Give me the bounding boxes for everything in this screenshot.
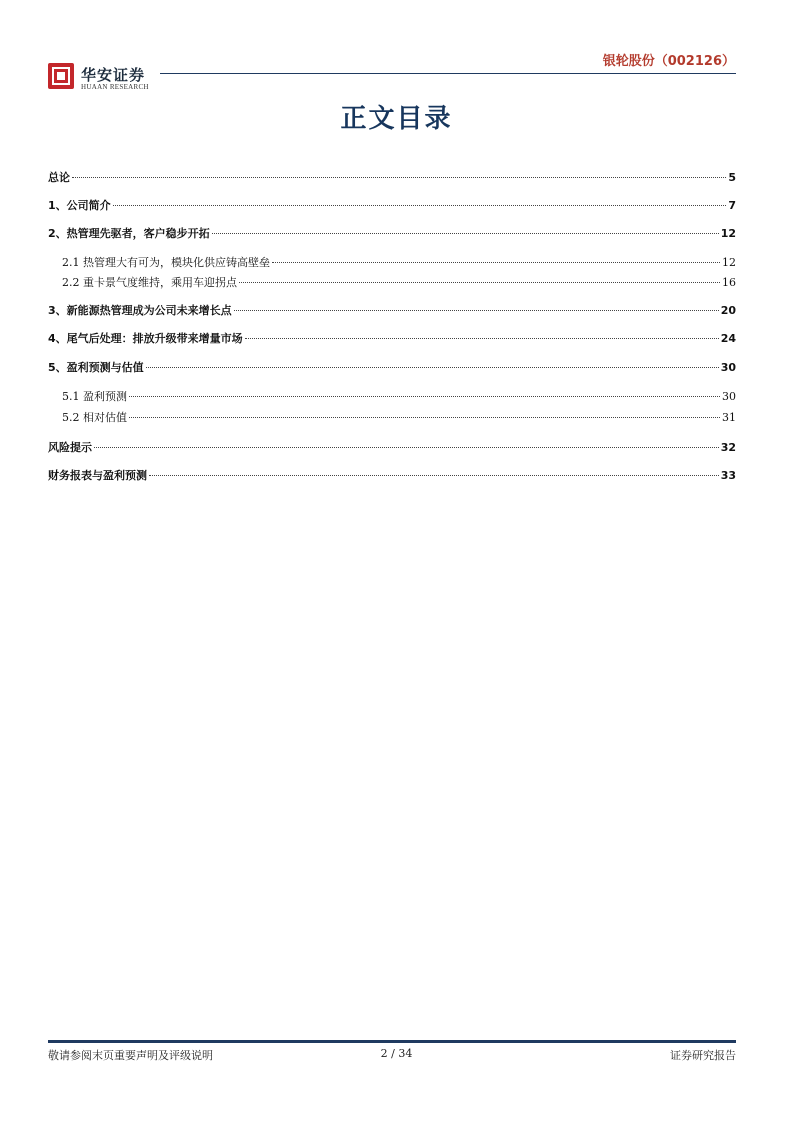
toc-entry-text: 财务报表与盈利预测 (48, 469, 147, 482)
toc-entry-text: 2.1 热管理大有可为，模块化供应铸高壁垒 (62, 256, 270, 269)
toc-entry[interactable] (48, 226, 736, 242)
toc-entry-text: 总论 (48, 171, 70, 184)
company-logo (48, 63, 158, 95)
toc-entry-text: 5.1 盈利预测 (62, 390, 127, 403)
toc-leader-dots (146, 367, 719, 368)
toc-leader-dots (234, 310, 719, 311)
toc-page-number: 16 (722, 276, 736, 289)
toc-subentry[interactable] (62, 275, 736, 291)
toc-subentry[interactable] (62, 255, 736, 271)
toc-leader-dots (212, 233, 719, 234)
toc-page-number: 32 (720, 441, 736, 454)
toc-entry-text: 2.2 重卡景气度维持，乘用车迎拐点 (62, 276, 237, 289)
toc-entry[interactable] (48, 198, 736, 214)
toc-page-number: 31 (722, 411, 736, 424)
toc-leader-dots (239, 282, 720, 283)
toc-leader-dots (129, 417, 720, 418)
toc-entry[interactable] (48, 331, 736, 347)
logo-chinese-name: 华安证券 (81, 66, 146, 84)
toc-entry[interactable] (48, 303, 736, 319)
toc-page-number: 5 (728, 171, 736, 184)
footer-disclaimer: 敬请参阅末页重要声明及评级说明 (48, 1049, 213, 1062)
toc-entry-text: 5、盈利预测与估值 (48, 361, 144, 374)
toc-entry[interactable] (48, 170, 736, 186)
toc-leader-dots (72, 177, 726, 178)
toc-entry-text: 2、热管理先驱者，客户稳步开拓 (48, 227, 210, 240)
page-title: 正文目录 (340, 104, 453, 134)
toc-entry-text: 风险提示 (48, 441, 92, 454)
toc-entry-text: 1、公司简介 (48, 199, 111, 212)
toc-leader-dots (245, 338, 719, 339)
toc-leader-dots (149, 475, 719, 476)
report-title: 银轮股份（002126） (602, 54, 735, 69)
toc-leader-dots (272, 262, 720, 263)
toc-leader-dots (113, 205, 727, 206)
toc-page-number: 24 (720, 332, 736, 345)
toc-entry[interactable] (48, 360, 736, 376)
toc-page-number: 30 (722, 390, 736, 403)
toc-leader-dots (94, 447, 719, 448)
toc-entry[interactable] (48, 468, 736, 484)
footer-report-type: 证券研究报告 (670, 1049, 736, 1062)
toc-page-number: 20 (720, 304, 736, 317)
toc-subentry[interactable] (62, 389, 736, 405)
toc-page-number: 7 (728, 199, 736, 212)
footer-divider (48, 1040, 736, 1043)
page-indicator: 2 / 34 (380, 1047, 413, 1060)
toc-entry-text: 3、新能源热管理成为公司未来增长点 (48, 304, 232, 317)
toc-subentry[interactable] (62, 410, 736, 426)
toc-entry-text: 4、尾气后处理：排放升级带来增量市场 (48, 332, 243, 345)
toc-page-number: 30 (720, 361, 736, 374)
toc-page-number: 33 (720, 469, 736, 482)
logo-english-name: HUAAN RESEARCH (81, 83, 149, 91)
toc-leader-dots (129, 396, 720, 397)
logo-seal-icon (48, 63, 74, 89)
header-divider (160, 73, 736, 74)
toc-page-number: 12 (722, 256, 736, 269)
toc-page-number: 12 (720, 227, 736, 240)
toc-entry[interactable] (48, 440, 736, 456)
toc-entry-text: 5.2 相对估值 (62, 411, 127, 424)
